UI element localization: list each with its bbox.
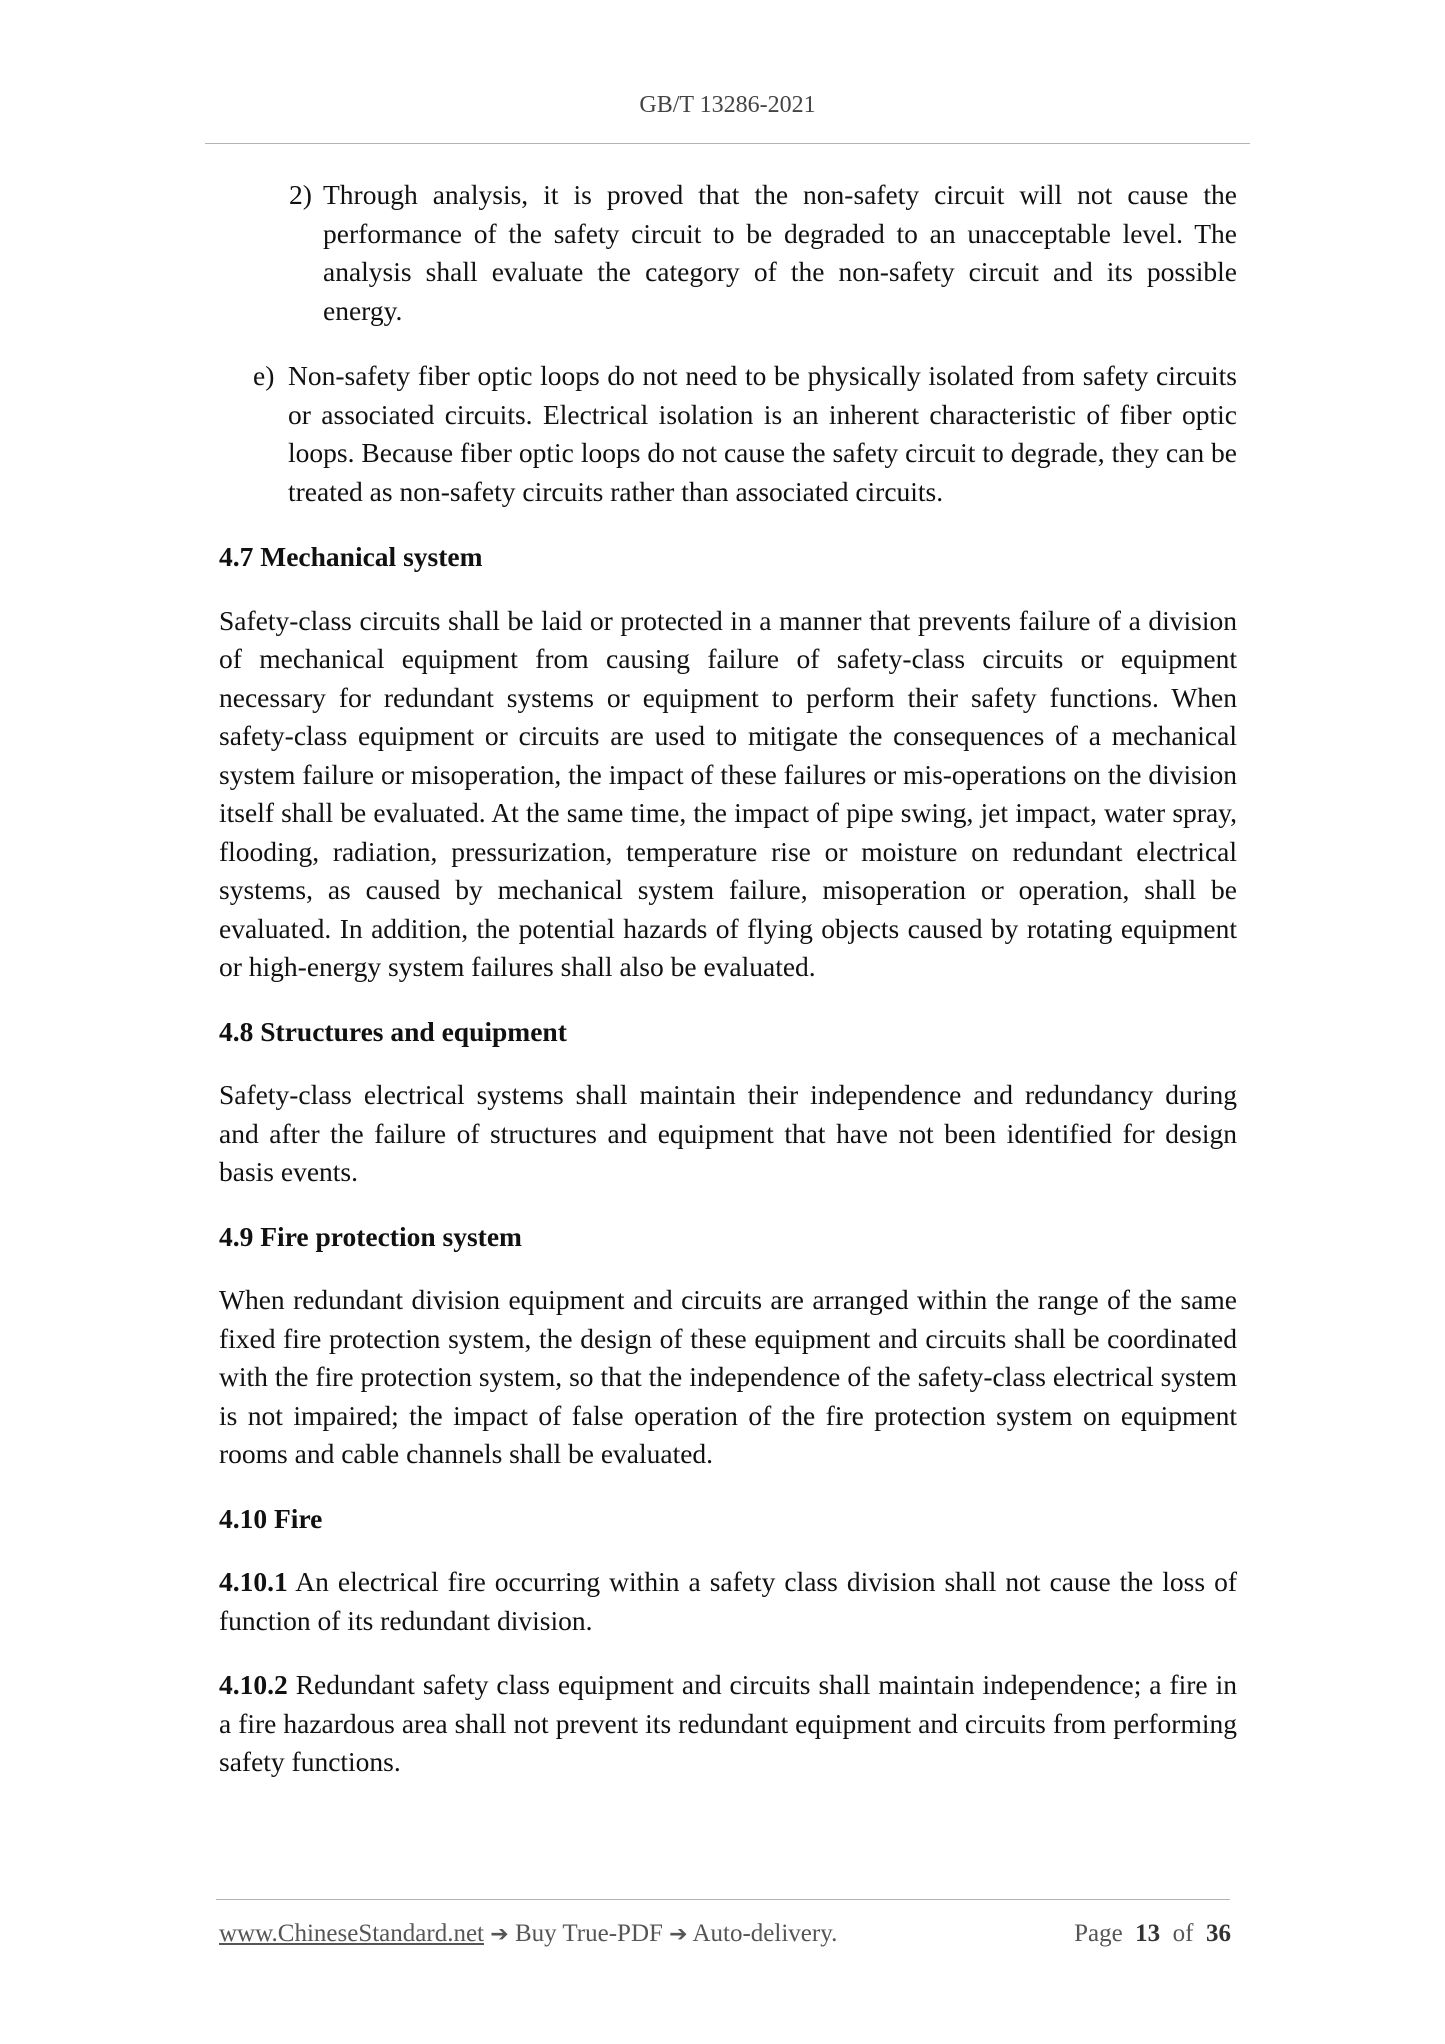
list-marker: e) — [253, 360, 275, 391]
footer-buy-text: Buy True-PDF — [508, 1920, 670, 1947]
section-body-4-9: When redundant division equipment and circuits are arranged within the range of the same fixed fire protection system, the design of these equipment and circuits shall be coordinated with the fire protection system, so that the independence of the safety-class electrical system is not impaired; the impact of false operation of the fire protection system on equipment rooms and cable channels shall be evaluated. — [219, 1284, 1237, 1469]
arrow-right-icon: ➔ — [669, 1922, 688, 1947]
clause-number: 4.10.1 — [219, 1566, 288, 1597]
list-item — [219, 176, 1237, 330]
clause-text: Redundant safety class equipment and circuits shall maintain independence; a fire in a fire hazardous area shall not prevent its redundant equipment and circuits from performing safety functions. — [219, 1669, 1237, 1777]
list-item-text: Through analysis, it is proved that the non-safety circuit will not cause the performance of the safety circuit to be degraded to an unacceptable level. The analysis shall evaluate the category of the non-safety circuit and its possible energy. — [323, 179, 1237, 326]
page-label: Page — [1074, 1920, 1123, 1947]
footer-promo — [219, 1920, 837, 1948]
list-marker: 2) — [289, 179, 312, 210]
section-heading-4-7: 4.7 Mechanical system — [219, 541, 483, 572]
page-number — [1074, 1920, 1231, 1948]
clause-number: 4.10.2 — [219, 1669, 288, 1700]
list-item-text: Non-safety fiber optic loops do not need to be physically isolated from safety circuits or associated circuits. Electrical isolation is an inherent characteristic of fiber optic loops. Because fiber optic loops do not cause the safety circuit to degrade, they can be treated as non-safety circuits rather than associated circuits. — [288, 360, 1237, 507]
header-divider — [205, 143, 1250, 144]
clause-4-10-2 — [219, 1666, 1237, 1782]
website-link[interactable]: www.ChineseStandard.net — [219, 1920, 484, 1947]
section-heading-4-9: 4.9 Fire protection system — [219, 1220, 522, 1252]
page-current: 13 — [1135, 1920, 1161, 1947]
section-body-4-7: Safety-class circuits shall be laid or protected in a manner that prevents failure of a division of mechanical equipment from causing failure of safety-class circuits or equipment necessary for redundant systems or equipment to perform their safety functions. When safety-class equipment or circuits are used to mitigate the consequences of a mechanical system failure or misoperation, the impact of these failures or mis-operations on the division itself shall be evaluated. At the same time, the impact of pipe swing, jet impact, water spray, flooding, radiation, pressurization, temperature rise or moisture on redundant electrical systems, as caused by mechanical system failure, misoperation or operation, shall be evaluated. In addition, the potential hazards of flying objects caused by rotating equipment or high-energy system failures shall also be evaluated. — [219, 604, 1237, 982]
page-total: 36 — [1206, 1920, 1231, 1947]
clause-4-10-1 — [219, 1563, 1237, 1640]
footer-divider — [216, 1899, 1230, 1900]
section-heading-4-8: 4.8 Structures and equipment — [219, 1015, 567, 1047]
section-body-4-8: Safety-class electrical systems shall maintain their independence and redundancy during and after the failure of structures and equipment that have not been identified for design basis events. — [219, 1079, 1237, 1187]
page-header: GB/T 13286-2021 — [639, 92, 816, 118]
footer-delivery-text: Auto-delivery. — [687, 1920, 838, 1947]
clause-text: An electrical fire occurring within a safety class division shall not cause the loss of function of its redundant division. — [219, 1566, 1237, 1636]
arrow-right-icon: ➔ — [490, 1922, 509, 1947]
document-body — [219, 176, 1237, 1808]
page-footer — [219, 1920, 1231, 1948]
list-item — [219, 357, 1237, 511]
page-of: of — [1172, 1920, 1194, 1947]
section-heading-4-10: 4.10 Fire — [219, 1502, 323, 1534]
